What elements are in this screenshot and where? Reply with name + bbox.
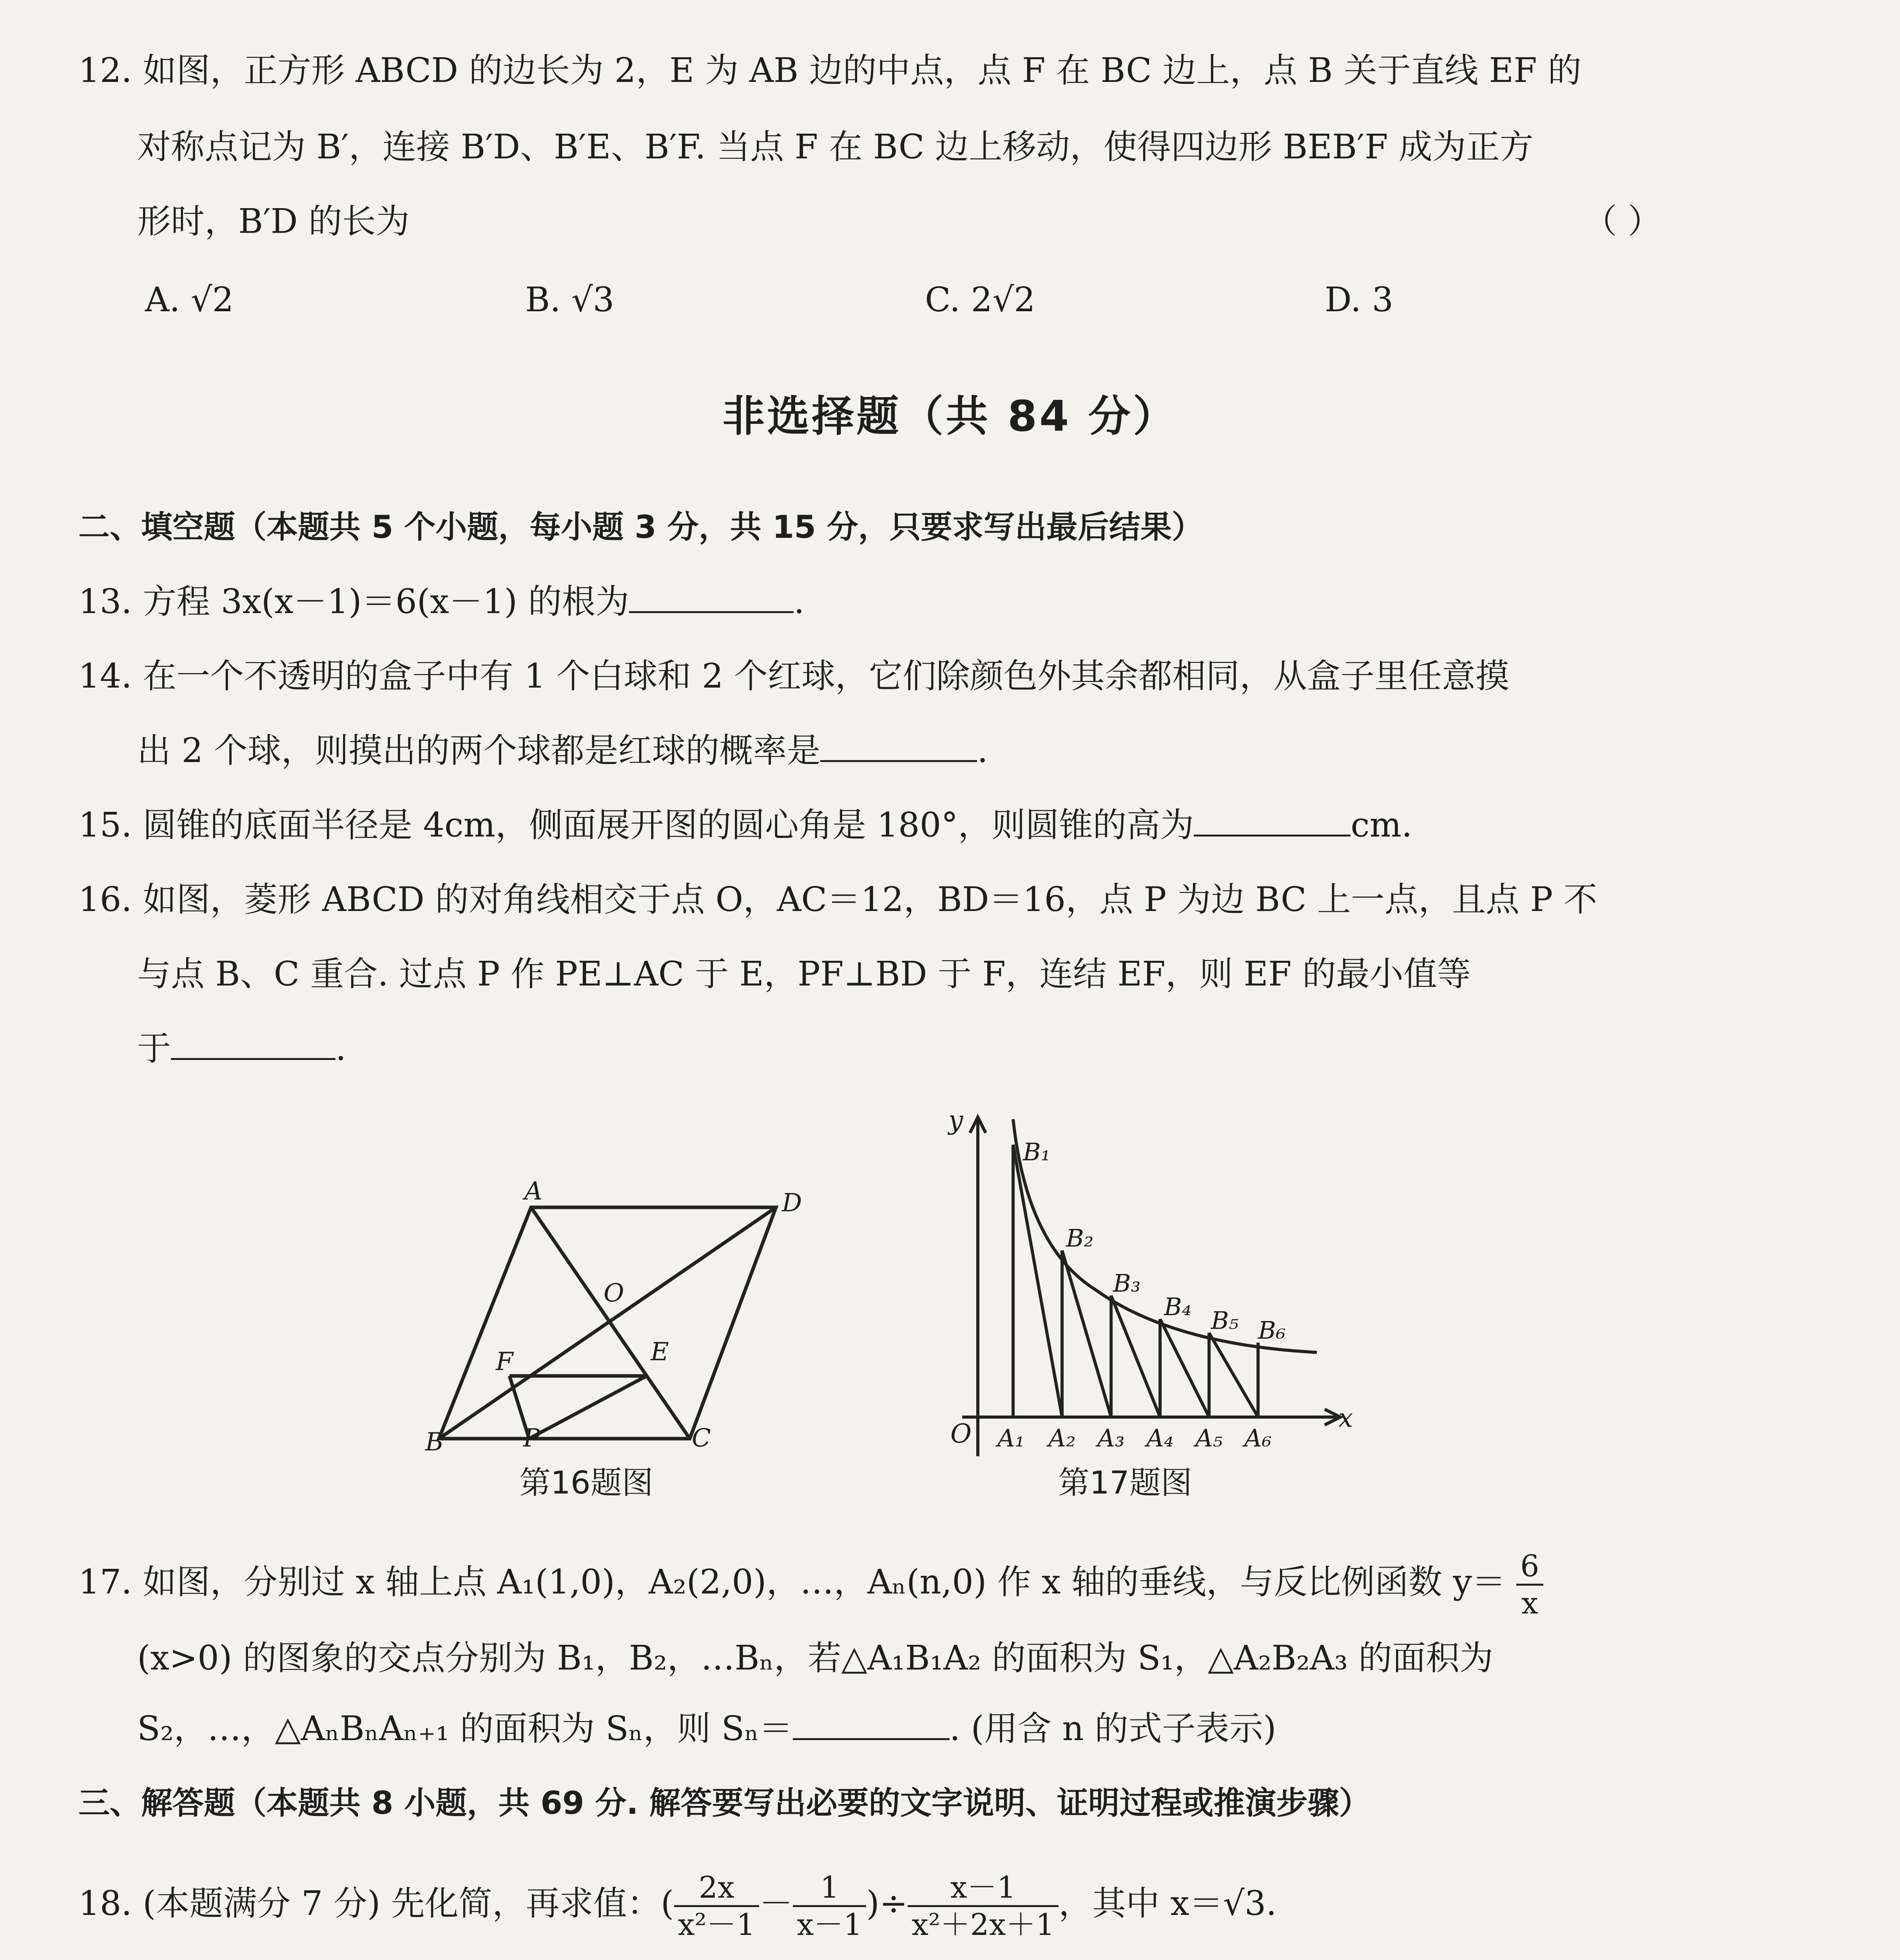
q15-unit: cm. xyxy=(1351,806,1412,845)
q17-line1 xyxy=(78,1548,1543,1621)
fig17-label-a2: A₂ xyxy=(1048,1424,1076,1452)
q16-end: . xyxy=(335,1029,346,1068)
fig16-label-o: O xyxy=(604,1279,624,1308)
q17-func-den: x xyxy=(1521,1586,1538,1621)
part-title: 非选择题（共 84 分） xyxy=(722,392,1178,441)
q18-frac1-num: 2x xyxy=(674,1870,760,1907)
q17-func-num: 6 xyxy=(1516,1548,1543,1586)
q18-line xyxy=(78,1870,1277,1942)
q18-frac2 xyxy=(793,1870,866,1942)
diagonal-bd xyxy=(439,1207,776,1439)
fig16-caption: 第16题图 xyxy=(519,1465,653,1501)
fig17-label-y: y xyxy=(948,1105,963,1135)
q15-line xyxy=(78,802,1412,849)
q16-blank[interactable] xyxy=(171,1027,335,1060)
q16-text: 于 xyxy=(137,1029,171,1068)
fig17-label-x: x xyxy=(1338,1403,1353,1433)
section3-heading: 三、解答题（本题共 8 小题，共 69 分. 解答要写出必要的文字说明、证明过程或推演步骤） xyxy=(78,1785,1371,1821)
q17-text: 17. 如图，分别过 x 轴上点 A₁(1,0)，A₂(2,0)，…，Aₙ(n,0) 作 x 轴的垂线，与反比例函数 y＝ xyxy=(78,1563,1506,1602)
figure-17 xyxy=(917,1098,1395,1521)
q18-divide: )÷ xyxy=(866,1884,908,1923)
q14-line1: 14. 在一个不透明的盒子中有 1 个白球和 2 个红球，它们除颜色外其余都相同，从盒子里任意摸 xyxy=(78,657,1509,696)
fig17-label-a4: A₄ xyxy=(1146,1424,1174,1452)
q16-line3 xyxy=(137,1025,346,1072)
q18-text: 18. (本题满分 7 分) 先化简，再求值：( xyxy=(78,1884,674,1923)
q15-blank[interactable] xyxy=(1194,803,1351,837)
hyp-b4a5 xyxy=(1160,1319,1209,1417)
fig17-label-b3: B₃ xyxy=(1113,1269,1141,1298)
figure-16 xyxy=(392,1168,882,1521)
fig16-label-e: E xyxy=(651,1338,669,1367)
fig17-label-b6: B₆ xyxy=(1258,1316,1286,1345)
fig16-label-f: F xyxy=(496,1347,513,1376)
q18-frac1 xyxy=(674,1870,760,1942)
q13-blank[interactable] xyxy=(629,580,794,613)
q17-line2: (x>0) 的图象的交点分别为 B₁，B₂，…Bₙ，若△A₁B₁A₂ 的面积为 S₁，△A₂B₂A₃ 的面积为 xyxy=(137,1639,1494,1678)
q12-option-c: C. 2√2 xyxy=(925,280,1035,319)
fig17-label-a3: A₃ xyxy=(1097,1424,1125,1452)
fig17-label-b4: B₄ xyxy=(1164,1292,1192,1321)
fig17-label-o: O xyxy=(950,1419,972,1449)
fig16-label-p: P xyxy=(523,1424,540,1453)
q14-text: 出 2 个球，则摸出的两个球都是红球的概率是 xyxy=(137,731,821,770)
q16-line1: 16. 如图，菱形 ABCD 的对角线相交于点 O，AC＝12，BD＝16，点 P 为边 BC 上一点，且点 P 不 xyxy=(78,880,1597,919)
q12-option-a: A. √2 xyxy=(145,280,234,319)
q12-line3: 形时，B′D 的长为 xyxy=(137,202,410,241)
fig17-label-a6: A₆ xyxy=(1244,1424,1272,1452)
hyp-b2a3 xyxy=(1062,1250,1111,1417)
q12-answer-paren: （ ） xyxy=(1583,202,1662,241)
section2-heading: 二、填空题（本题共 5 个小题，每小题 3 分，共 15 分，只要求写出最后结果） xyxy=(78,509,1203,545)
fig16-label-a: A xyxy=(524,1177,543,1206)
hyp-b1a2 xyxy=(1013,1145,1062,1417)
q18-condition: ，其中 x＝√3. xyxy=(1058,1884,1277,1923)
q17-function-fraction xyxy=(1516,1548,1543,1621)
q13-line xyxy=(78,578,805,625)
q18-frac3-num: x－1 xyxy=(908,1870,1059,1907)
q18-frac2-num: 1 xyxy=(793,1870,866,1907)
q14-line2 xyxy=(137,727,988,774)
q14-blank[interactable] xyxy=(820,729,977,762)
fig17-label-b2: B₂ xyxy=(1066,1224,1094,1252)
q13-text: 13. 方程 3x(x－1)＝6(x－1) 的根为 xyxy=(78,582,629,621)
q18-minus: － xyxy=(759,1884,793,1923)
fig17-label-a5: A₅ xyxy=(1195,1424,1223,1452)
q18-frac1-den: x²－1 xyxy=(678,1907,756,1942)
q15-text: 15. 圆锥的底面半径是 4cm，侧面展开图的圆心角是 180°，则圆锥的高为 xyxy=(78,806,1194,845)
q17-text3: S₂，…，△AₙBₙAₙ₊₁ 的面积为 Sₙ，则 Sₙ＝ xyxy=(137,1709,793,1748)
q17-blank[interactable] xyxy=(793,1707,950,1740)
q18-frac3 xyxy=(908,1870,1059,1942)
q14-end: . xyxy=(977,731,988,770)
fig17-caption: 第17题图 xyxy=(1058,1465,1192,1501)
q12-option-d: D. 3 xyxy=(1325,280,1394,319)
fig16-label-c: C xyxy=(692,1424,711,1453)
fig17-label-a1: A₁ xyxy=(997,1424,1025,1452)
fig16-label-d: D xyxy=(782,1189,802,1218)
fig16-label-b: B xyxy=(425,1428,444,1457)
segment-pe xyxy=(529,1376,647,1439)
q17-end: . (用含 n 的式子表示) xyxy=(949,1709,1276,1748)
q16-line2: 与点 B、C 重合. 过点 P 作 PE⊥AC 于 E，PF⊥BD 于 F，连结 EF，则 EF 的最小值等 xyxy=(137,955,1471,994)
q12-line2: 对称点记为 B′，连接 B′D、B′E、B′F. 当点 F 在 BC 边上移动，使得四边形 BEB′F 成为正方 xyxy=(137,127,1534,167)
q18-frac3-den: x²＋2x＋1 xyxy=(912,1907,1055,1942)
q12-line1: 12. 如图，正方形 ABCD 的边长为 2，E 为 AB 边的中点，点 F 在 BC 边上，点 B 关于直线 EF 的 xyxy=(78,51,1582,90)
q13-end: . xyxy=(794,582,805,621)
fig17-label-b5: B₅ xyxy=(1211,1306,1239,1335)
q12-option-b: B. √3 xyxy=(525,280,615,319)
q18-frac2-den: x－1 xyxy=(797,1907,863,1942)
fig17-label-b1: B₁ xyxy=(1023,1138,1051,1166)
q17-line3 xyxy=(137,1705,1276,1752)
